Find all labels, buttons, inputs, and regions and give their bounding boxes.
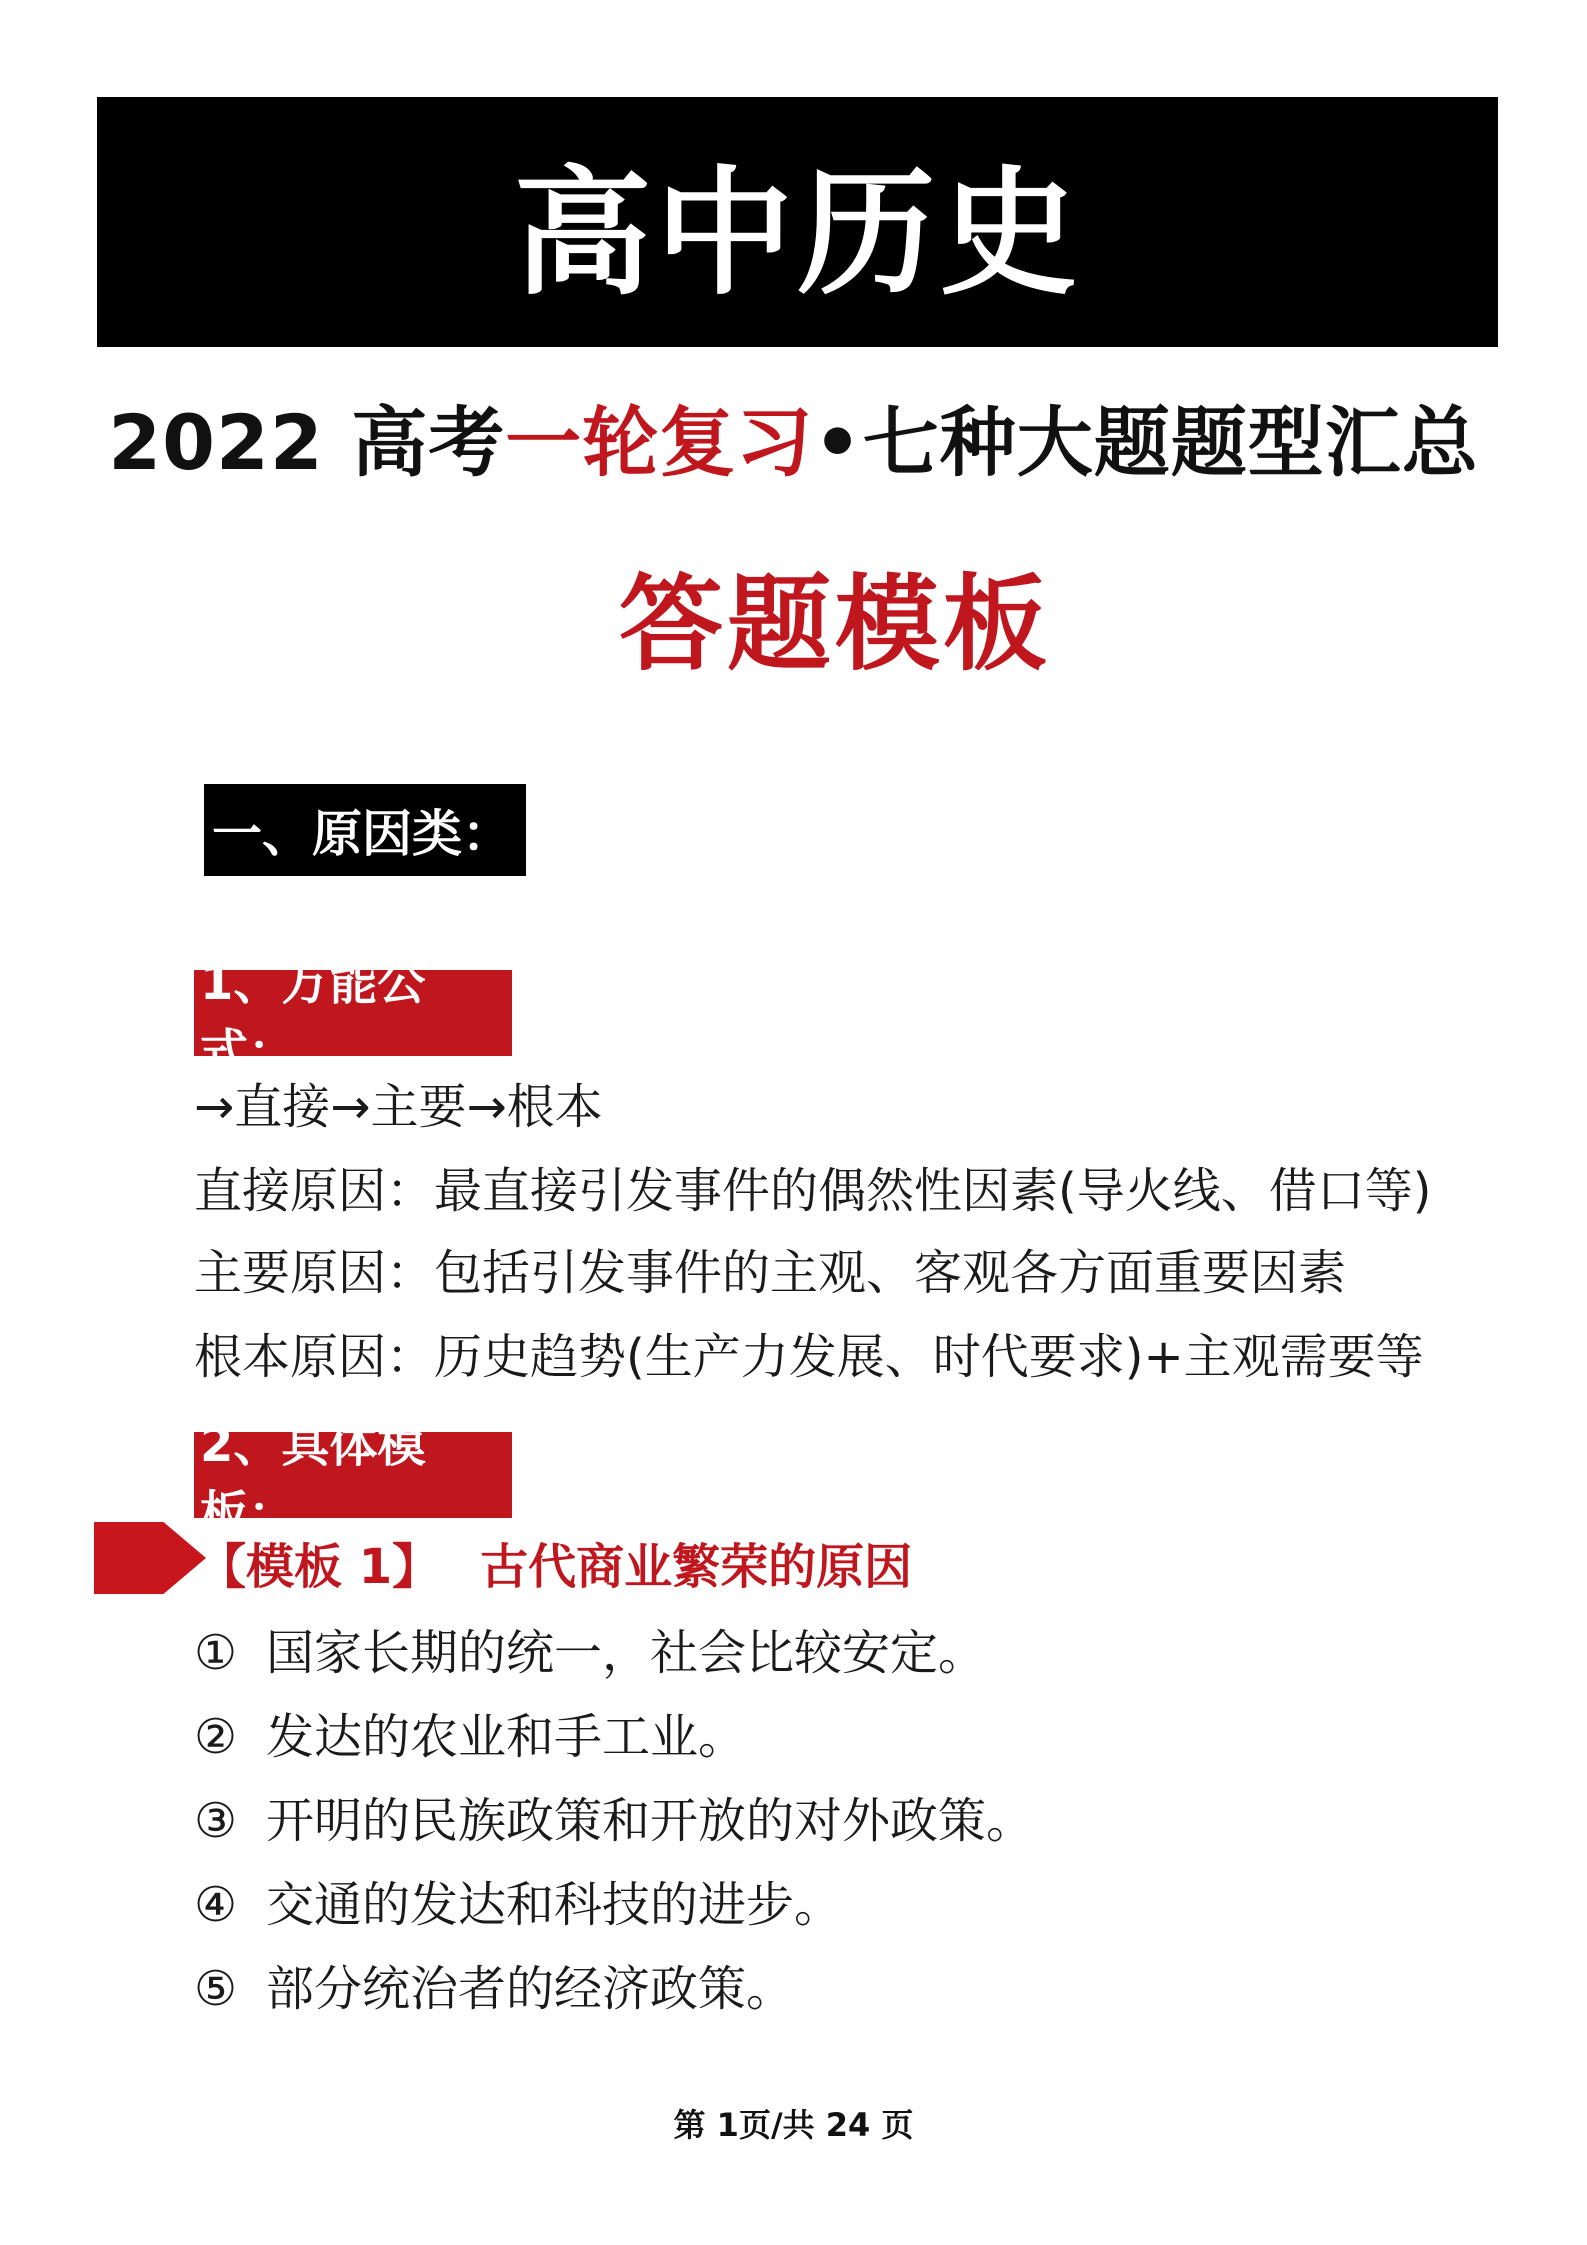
title-banner <box>97 97 1498 347</box>
formula-heading-label: 1、万能公式： <box>200 955 426 1080</box>
answer-template-title: 答题模板 <box>618 563 1051 685</box>
specific-template-heading <box>194 1417 512 1542</box>
list-item <box>194 1782 1034 1851</box>
item-number: ④ <box>194 1877 238 1933</box>
page-footer <box>0 2100 1587 2146</box>
formula-line-1: →直接→主要→根本 <box>194 1079 603 1135</box>
list-item <box>194 1950 794 2019</box>
item-number: ③ <box>194 1793 238 1849</box>
list-item <box>194 1698 746 1767</box>
list-item <box>194 1866 842 1935</box>
section-heading-label: 一、原因类： <box>212 805 512 863</box>
item-number: ① <box>194 1625 238 1681</box>
formula-heading <box>194 955 512 1080</box>
item-text: 国家长期的统一，社会比较安定。 <box>266 1625 987 1681</box>
item-text: 部分统治者的经济政策。 <box>266 1961 795 2017</box>
subtitle <box>0 382 1587 491</box>
subtitle-highlight: 一轮复习 <box>505 398 814 487</box>
formula-line-2: 直接原因：最直接引发事件的偶然性因素(导火线、借口等) <box>194 1163 1432 1219</box>
item-number: ② <box>194 1709 238 1765</box>
item-text: 开明的民族政策和开放的对外政策。 <box>266 1793 1035 1849</box>
item-text: 发达的农业和手工业。 <box>266 1709 747 1765</box>
item-text: 交通的发达和科技的进步。 <box>266 1877 843 1933</box>
item-number: ⑤ <box>194 1961 238 2017</box>
formula-line-4: 根本原因：历史趋势(生产力发展、时代要求)+主观需要等 <box>194 1329 1424 1385</box>
page-number: 第 1页/共 24 页 <box>673 2106 914 2144</box>
list-item <box>194 1614 986 1683</box>
template-1-heading <box>198 1528 912 1597</box>
specific-template-label: 2、具体模板： <box>200 1417 426 1542</box>
template-1-tag: 【模板 1】 <box>198 1539 441 1595</box>
arrow-tag-icon <box>94 1522 206 1594</box>
document-title: 高中历史 <box>513 153 1082 314</box>
formula-line-3: 主要原因：包括引发事件的主观、客观各方面重要因素 <box>194 1245 1347 1301</box>
subtitle-part1: 2022 高考 <box>108 398 506 487</box>
template-1-title: 古代商业繁荣的原因 <box>480 1539 913 1595</box>
subtitle-part2: •七种大题题型汇总 <box>813 398 1479 487</box>
section-heading-causes <box>204 784 526 876</box>
